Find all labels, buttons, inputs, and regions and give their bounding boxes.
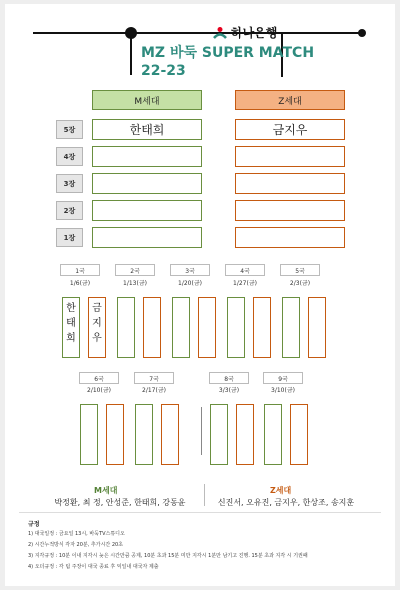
m-slot-5: 한태희 (92, 119, 202, 140)
round-6-z-box (106, 404, 124, 465)
round-3-m-box (172, 297, 190, 358)
z-slot-3 (235, 173, 345, 194)
round-3-m-player (173, 298, 189, 301)
rank-5: 5장 (56, 120, 83, 139)
round-date-2: 1/13(금) (123, 280, 147, 287)
round-1-z-box (88, 297, 106, 358)
half-divider (201, 407, 202, 455)
round-4-m-box (227, 297, 245, 358)
round-9-z-player (291, 405, 307, 408)
rank-3: 3장 (56, 174, 83, 193)
z-slot-1 (235, 227, 345, 248)
rule-item-3: 3) 지각규정 : 10분 이내 지각시 늦은 시간만큼 공제, 10분 초과 15분 미만 지각시 1분만 남기고 진행. 15분 초과 지각 시 기권패 (28, 553, 308, 559)
round-2-z-player (144, 298, 160, 301)
rules-separator (19, 512, 381, 513)
rank-4: 4장 (56, 147, 83, 166)
rule-item-1: 1) 대국일정 : 금요일 13시, 바둑TV스튜디오 (28, 531, 125, 537)
round-4-m-player (228, 298, 244, 301)
round-8-m-box (210, 404, 228, 465)
rule-item-4: 4) 오더규정 : 각 팀 주장이 대국 종료 후 익일내 대국자 제출 (28, 564, 159, 570)
round-5-m-player (283, 298, 299, 301)
round-5-z-box (308, 297, 326, 358)
round-8-z-player (237, 405, 253, 408)
top-right-dot (358, 29, 366, 37)
left-decor-vline (130, 37, 132, 75)
round-1-z-player: 금지우 (92, 303, 102, 344)
brand-logo (213, 24, 277, 41)
z-slot-2 (235, 200, 345, 221)
round-label-4: 4국 (225, 264, 265, 276)
round-label-5: 5국 (280, 264, 320, 276)
round-3-z-box (198, 297, 216, 358)
round-date-1: 1/6(금) (69, 280, 91, 287)
round-date-9: 3/10(금) (271, 387, 295, 394)
round-6-m-player (81, 405, 97, 408)
round-7-m-box (135, 404, 153, 465)
round-5-z-player (309, 298, 325, 301)
round-1-m-box (62, 297, 80, 358)
title-line1: MZ 바둑 SUPER MATCH (141, 45, 315, 61)
z-slot-4 (235, 146, 345, 167)
z-roster-title: Z세대 (270, 486, 292, 495)
round-2-z-box (143, 297, 161, 358)
m-team-header: M세대 (92, 90, 202, 110)
top-decor-line (33, 32, 359, 34)
brand-name: 하나은행 (231, 26, 278, 40)
z-roster-members: 신진서, 오유진, 금지우, 한상조, 송지훈 (217, 498, 355, 507)
round-7-z-player (162, 405, 178, 408)
rules-list (28, 529, 373, 573)
round-9-m-box (264, 404, 282, 465)
round-7-z-box (161, 404, 179, 465)
round-8-z-box (236, 404, 254, 465)
round-date-8: 3/3(금) (218, 387, 240, 394)
round-date-4: 1/27(금) (233, 280, 257, 287)
match-poster (5, 4, 395, 586)
round-label-9: 9국 (263, 372, 303, 384)
z-slot-5: 금지우 (235, 119, 345, 140)
round-date-6: 2/10(금) (87, 387, 111, 394)
round-label-1: 1국 (60, 264, 100, 276)
round-label-3: 3국 (170, 264, 210, 276)
m-slot-1 (92, 227, 202, 248)
round-label-7: 7국 (134, 372, 174, 384)
round-label-8: 8국 (209, 372, 249, 384)
rank-2: 2장 (56, 201, 83, 220)
round-8-m-player (211, 405, 227, 408)
round-6-z-player (107, 405, 123, 408)
hana-bank-icon (213, 26, 227, 40)
round-label-2: 2국 (115, 264, 155, 276)
rank-1: 1장 (56, 228, 83, 247)
m-slot-2 (92, 200, 202, 221)
page-title (141, 44, 314, 80)
round-date-3: 1/20(금) (178, 280, 202, 287)
round-9-z-box (290, 404, 308, 465)
round-7-m-player (136, 405, 152, 408)
z-team-header: Z세대 (235, 90, 345, 110)
round-1-m-player: 한태희 (66, 303, 76, 344)
round-5-m-box (282, 297, 300, 358)
title-line2: 22-23 (141, 63, 186, 79)
roster-divider (204, 484, 205, 506)
m-slot-3 (92, 173, 202, 194)
m-slot-4 (92, 146, 202, 167)
round-6-m-box (80, 404, 98, 465)
round-3-z-player (199, 298, 215, 301)
round-label-6: 6국 (79, 372, 119, 384)
round-date-5: 2/3(금) (289, 280, 311, 287)
round-4-z-player (254, 298, 270, 301)
round-9-m-player (265, 405, 281, 408)
round-4-z-box (253, 297, 271, 358)
rules-title: 규정 (28, 521, 40, 528)
m-roster-title: M세대 (94, 486, 118, 495)
round-2-m-player (118, 298, 134, 301)
round-2-m-box (117, 297, 135, 358)
m-roster-members: 박정환, 최 정, 안성준, 한태희, 강동윤 (54, 498, 186, 507)
rule-item-2: 2) 시간누적방식 각자 20분, 추가시간 20초 (28, 542, 124, 548)
round-date-7: 2/17(금) (142, 387, 166, 394)
